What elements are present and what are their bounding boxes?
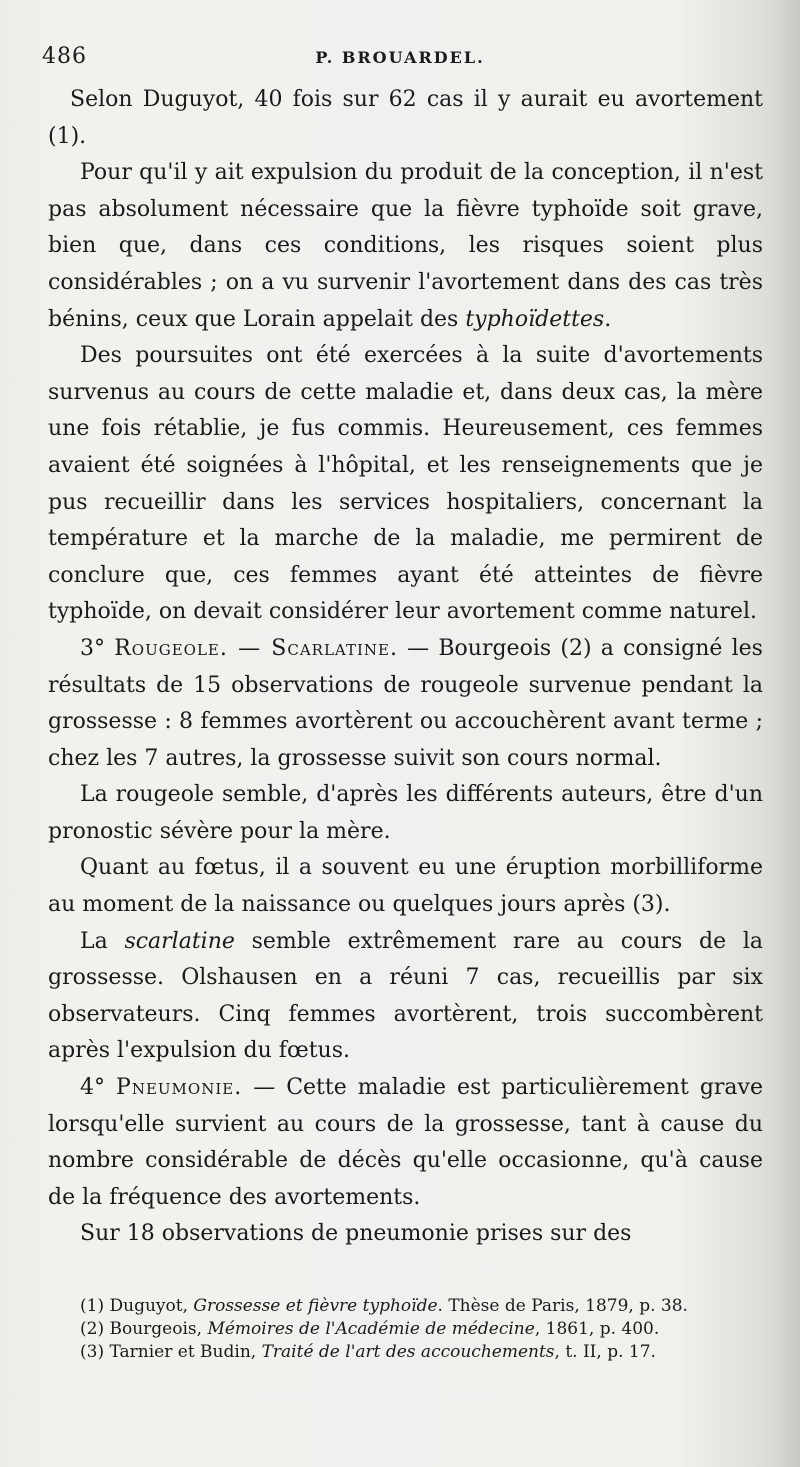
paragraph-pneumonie-observations	[48, 1216, 763, 1253]
paragraph-text: — Cette maladie est particulièrement grave lorsqu'elle survient au cours de la grossesse, tant à cause du nombre considérable de décès qu'elle occasionne, qu'à cause de la fréquence des avortements.	[48, 1075, 763, 1210]
footnote-author: Tarnier et Budin,	[109, 1342, 262, 1362]
paragraph-expulsion	[48, 155, 763, 338]
paragraph-rougeole-pronostic	[48, 777, 763, 850]
paragraph-text: Selon Duguyot, 40 fois sur 62 cas il y aurait eu avortement (1).	[48, 87, 763, 149]
paragraph-poursuites	[48, 338, 763, 631]
paragraph-text: Sur 18 observations de pneumonie prises sur des	[80, 1221, 632, 1247]
section-number: 3°	[80, 635, 105, 661]
section-pneumonie	[48, 1070, 763, 1216]
paragraph-foetus	[48, 850, 763, 923]
body-text	[48, 82, 763, 1253]
paragraph-text: Des poursuites ont été exercées à la suite d'avortements survenus au cours de cette maladie et, dans deux cas, la mère une fois rétablie, je fus commis. Heureusement, ces femmes avaient été soignées à l'hôpital, et les renseignements que je pus recueillir dans les services hospitaliers, concernant la température et la marche de la maladie, me permirent de conclure que, ces femmes ayant été atteintes de fièvre typhoïde, on devait considérer leur avortement comme naturel.	[48, 343, 763, 625]
footnote-rest: , t. II, p. 17.	[554, 1342, 656, 1362]
footnote-author: Duguyot,	[109, 1296, 194, 1316]
paragraph-text: .	[604, 306, 612, 332]
page-header	[30, 40, 770, 76]
footnote-author: Bourgeois,	[109, 1319, 208, 1339]
footnote-title: Mémoires de l'Académie de médecine	[207, 1319, 535, 1339]
section-heading: Pneumonie.	[116, 1075, 243, 1101]
footnote-mark: (2)	[80, 1319, 105, 1339]
footnote	[80, 1318, 770, 1341]
footnote-mark: (3)	[80, 1342, 105, 1362]
footnote	[80, 1341, 770, 1364]
section-heading: Rougeole. — Scarlatine.	[114, 635, 398, 661]
page-number: 486	[42, 44, 87, 69]
footnote-rest: , 1861, p. 400.	[534, 1319, 660, 1339]
paragraph-text: — Bourgeois (2) a consigné les résultats de 15 observations de rougeole survenue pendant la grossesse : 8 femmes avortèrent ou accouchèrent avant terme ; chez les 7 autres, la grossesse suivit son cours normal.	[48, 635, 763, 771]
footnotes	[80, 1295, 770, 1364]
footnote-mark: (1)	[80, 1296, 105, 1316]
paragraph-duguyot	[48, 82, 763, 155]
running-head: P. BROUARDEL.	[315, 48, 485, 67]
paragraph-text: semble extrêmement rare au cours de la grossesse. Olshausen en a réuni 7 cas, recueillis par six observateurs. Cinq femmes avortèrent, trois succombèrent après l'expulsion du fœtus.	[48, 928, 763, 1064]
paragraph-text: La rougeole semble, d'après les différents auteurs, être d'un pronostic sévère pour la mère.	[48, 782, 763, 844]
footnote-rest: . Thèse de Paris, 1879, p. 38.	[437, 1296, 688, 1316]
footnote	[80, 1295, 770, 1318]
section-number: 4°	[80, 1075, 105, 1101]
paragraph-text: La	[80, 928, 125, 954]
footnote-title: Traité de l'art des accouchements	[261, 1342, 555, 1362]
paragraph-scarlatine	[48, 924, 763, 1070]
section-rougeole	[48, 631, 763, 777]
paragraph-text: Quant au fœtus, il a souvent eu une éruption morbilliforme au moment de la naissance ou quelques jours après (3).	[48, 855, 763, 918]
italic-term: scarlatine	[124, 928, 235, 954]
footnote-title: Grossesse et fièvre typhoïde	[193, 1296, 438, 1316]
italic-term: typhoïdettes	[465, 306, 605, 332]
paragraph-text: Pour qu'il y ait expulsion du produit de la conception, il n'est pas absolument nécessaire que la fièvre typhoïde soit grave, bien que, dans ces conditions, les risques soient plus considérables ; on a vu survenir l'avortement dans des cas très bénins, ceux que Lorain appelait des	[48, 160, 763, 332]
